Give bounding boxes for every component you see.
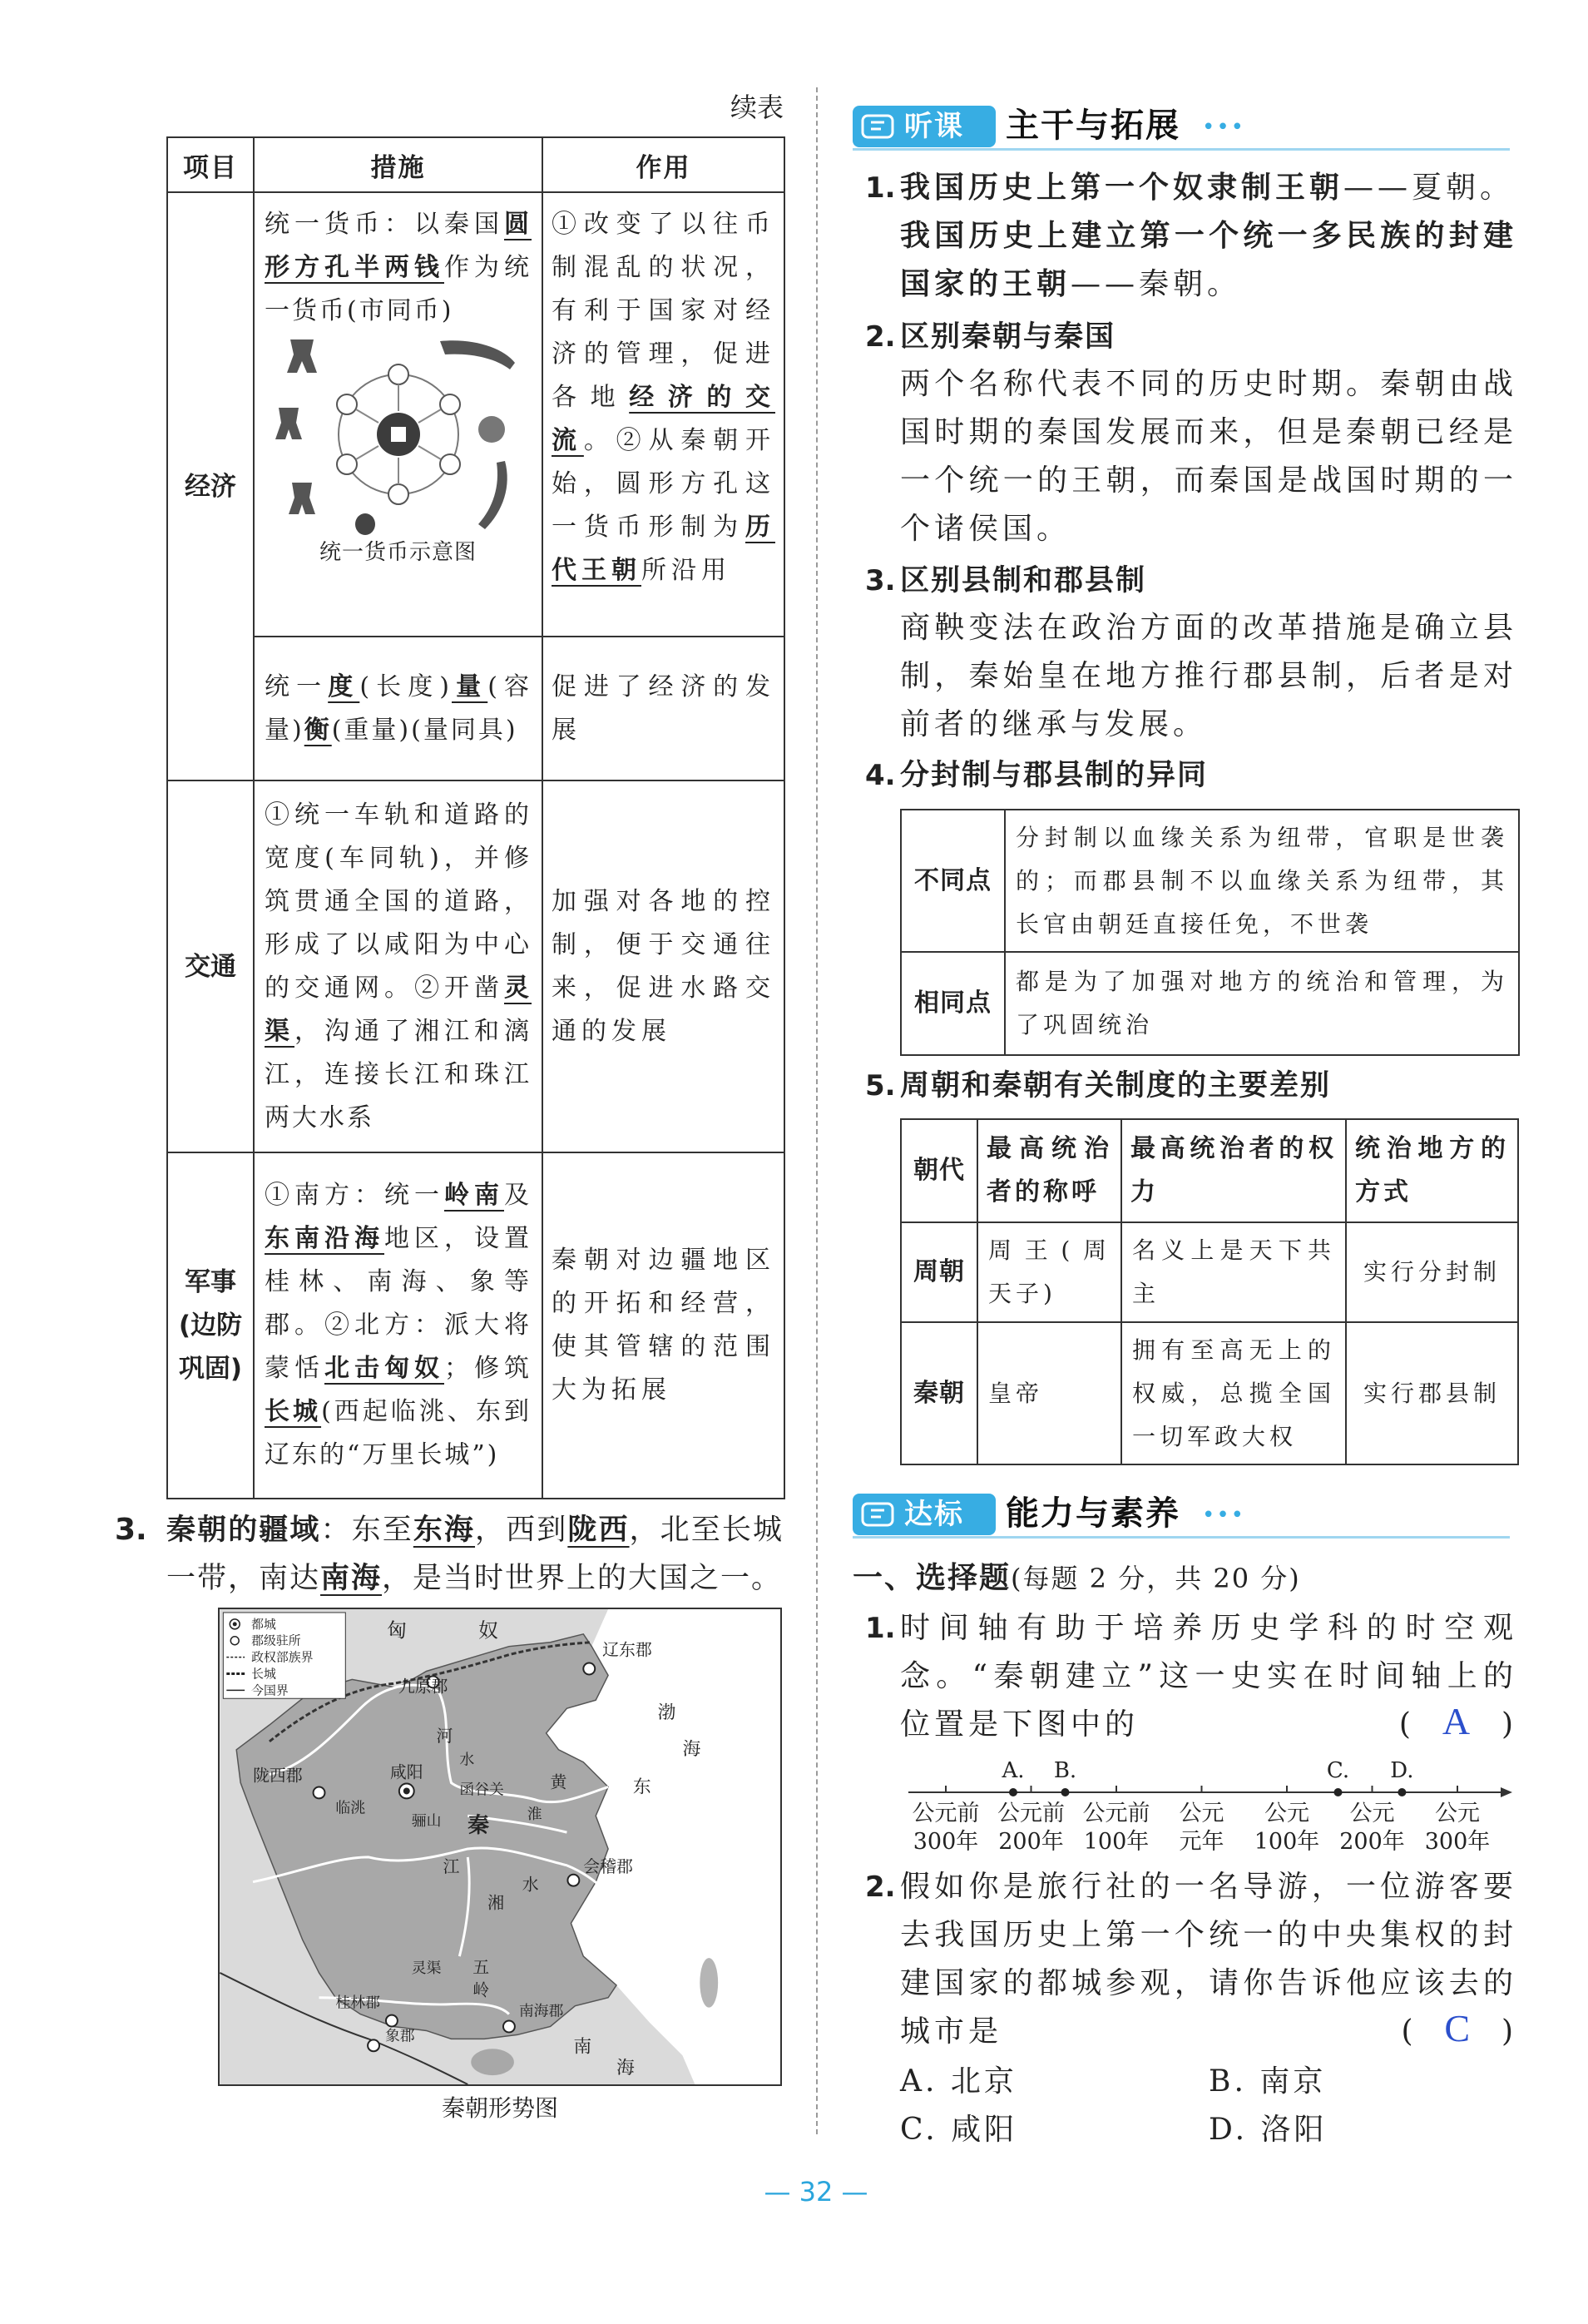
text-segment: ①统一车轨和道路的宽度(车同轨)，并修筑贯通全国的道路，形成了以咸阳为中心的交通网。②开凿: [265, 800, 532, 1003]
taiwan-island: [700, 1958, 718, 2008]
row-cell: 拥有至高无上的权威，总揽全国一切军政大权: [1121, 1322, 1346, 1464]
map-label: 水: [522, 1875, 539, 1895]
item-title: 区别县制和郡县制: [900, 564, 1147, 597]
option-letter: B.: [1209, 2064, 1247, 2099]
half-liang-coin-icon: [377, 413, 420, 456]
section-header-lesson: [853, 106, 1510, 152]
item-number: 4.: [865, 759, 896, 792]
key-term: 北击匈奴: [324, 1354, 444, 1383]
capital-marker: [399, 1784, 414, 1799]
item-number: 1.: [865, 171, 896, 205]
item-number: 3.: [115, 1513, 147, 1547]
option-b[interactable]: [1209, 2058, 1326, 2106]
bracket-open: (: [1401, 2014, 1417, 2049]
map-label: 灵渠: [411, 1959, 442, 1977]
map-label: 函谷关: [459, 1781, 504, 1799]
key-term: 衡: [304, 715, 332, 745]
timeline-tick-label: 200年: [1339, 1829, 1405, 1855]
bold-text: 我国历史上建立第一个统一多民族的封建国家的王朝: [900, 219, 1517, 301]
option-text: 北京: [950, 2064, 1017, 2099]
timeline-point-label: C.: [1326, 1758, 1350, 1783]
row-label: 秦朝: [901, 1322, 977, 1464]
map-label: 岭: [472, 1980, 490, 2000]
section-rule: [853, 148, 1510, 151]
map-label: 海: [616, 2058, 635, 2079]
question-1: [900, 1604, 1517, 1749]
answer-mark: C: [1444, 2007, 1475, 2049]
text-segment: (容量): [265, 671, 532, 745]
header-effect: 作用: [542, 137, 784, 192]
timeline-tick-label: 300年: [913, 1829, 979, 1855]
map-label: 桂林郡: [335, 1994, 380, 2012]
timeline-tick-label: 公元前: [997, 1801, 1065, 1826]
text-segment: (西起临洮、东到辽东的“万里长城”): [265, 1397, 532, 1469]
key-term: 灵渠: [265, 973, 532, 1046]
timeline-point-label: D.: [1390, 1758, 1414, 1783]
question-number: 1.: [865, 1612, 896, 1645]
row-text: 都是为了加强对地方的统治和管理，为了巩固统治: [1005, 952, 1519, 1055]
header-local-rule: 统治地方的方式: [1346, 1119, 1518, 1222]
text-segment: 作为统一货币(市同币): [265, 253, 532, 325]
label-line: 军事: [185, 1267, 236, 1297]
text-segment: ，北至长城一带，南达: [166, 1514, 784, 1595]
table-row: [167, 192, 784, 637]
map-caption: 秦朝形势图: [441, 2094, 558, 2122]
text-segment: 统一货币：以秦国: [265, 210, 504, 239]
comparison-table: [900, 809, 1520, 1056]
row-label-economy: 经济: [167, 192, 254, 780]
text-segment: 及: [504, 1181, 532, 1210]
continued-label: 续表: [730, 92, 784, 123]
map-label: 黄: [550, 1772, 567, 1792]
row-cell: 皇帝: [977, 1322, 1121, 1464]
map-label: 湘: [487, 1893, 504, 1913]
legend-modern-border: 今国界: [251, 1682, 289, 1698]
timeline-point-label: A.: [1002, 1758, 1025, 1783]
option-letter: A.: [900, 2064, 938, 2099]
transport-measure-cell: [254, 780, 542, 1152]
transport-effect-cell: 加强对各地的控制，便于交通往来，促进水路交通的发展: [542, 780, 784, 1152]
map-label: 水: [459, 1751, 475, 1769]
map-label: 咸阳: [389, 1762, 423, 1782]
item-body: 两个名称代表不同的历史时期。秦朝由战国时期的秦国发展而来，但是秦朝已经是一个统一的王朝，而秦国是战国时期的一个诸侯国。: [900, 367, 1517, 546]
question-2: [900, 1863, 1517, 2056]
timeline-tick-label: 公元前: [1082, 1801, 1150, 1826]
spade-coin-icon: [289, 483, 315, 514]
timeline-tick-label: 200年: [998, 1829, 1064, 1855]
option-c[interactable]: [900, 2106, 1017, 2154]
option-d[interactable]: [1209, 2106, 1328, 2154]
row-cell: 周王(周天子): [977, 1222, 1121, 1322]
question-number: 2.: [865, 1871, 896, 1904]
section-heading-label: 一、选择题: [853, 1561, 1012, 1595]
header-measure: 措施: [254, 137, 542, 192]
spade-coin-icon: [275, 408, 302, 439]
item-title: 周朝和秦朝有关制度的主要差别: [900, 1069, 1332, 1103]
table-row: [167, 637, 784, 780]
table-row: [167, 1152, 784, 1499]
bold-text: 我国历史上第一个奴隶制王朝: [900, 171, 1344, 205]
map-label: 渤: [657, 1702, 676, 1724]
timeline-tick-label: 100年: [1083, 1829, 1150, 1855]
row-label: 相同点: [901, 952, 1005, 1055]
row-cell: 名义上是天下共主: [1121, 1222, 1346, 1322]
territory-text: [166, 1506, 784, 1603]
map-label: 南海郡: [518, 2002, 564, 2020]
map-label: 九原郡: [398, 1677, 448, 1697]
answer-bracket: [1401, 2004, 1517, 2056]
section-dots: •••: [1202, 115, 1246, 140]
table-row: [901, 1222, 1518, 1322]
units-effect-cell: 促进了经济的发展: [542, 637, 784, 780]
text-segment: 所沿用: [641, 556, 731, 585]
text-segment: ——夏朝。: [1343, 171, 1515, 205]
row-label: 周朝: [901, 1222, 977, 1322]
row-label: 不同点: [901, 810, 1005, 952]
option-text: 咸阳: [951, 2113, 1018, 2147]
bold-text: 秦朝的疆域: [166, 1514, 321, 1547]
timeline-point: [1061, 1788, 1070, 1796]
spade-coin-icon: [287, 339, 317, 373]
answer-bracket: [1399, 1697, 1517, 1749]
map-label: 淮: [527, 1806, 542, 1824]
knife-coin-icon: [478, 461, 507, 529]
header-dynasty: 朝代: [901, 1119, 977, 1222]
bracket-close: ): [1501, 1707, 1517, 1742]
row-cell: 实行郡县制: [1346, 1322, 1518, 1464]
table-row: [901, 1322, 1518, 1464]
map-label: 五: [472, 1957, 490, 1977]
timeline-tick-label: 300年: [1424, 1829, 1491, 1855]
map-label: 奴: [478, 1618, 499, 1643]
item1-text: [900, 164, 1517, 309]
header-item: 项目: [167, 137, 254, 192]
section-tab-label: 达标: [904, 1498, 964, 1531]
question-section-heading: [853, 1554, 1301, 1608]
timeline: [900, 1757, 1516, 1861]
question-text: 假如你是旅行社的一名导游，一位游客要去我国历史上第一个统一的中央集权的封建国家的都城参观，请你告诉他应该去的城市是: [900, 1870, 1517, 2049]
option-text: 南京: [1259, 2064, 1327, 2099]
header-power: 最高统治者的权力: [1121, 1119, 1346, 1222]
row-label-military: [167, 1152, 254, 1499]
option-letter: D.: [1209, 2113, 1249, 2147]
option-letter: C.: [900, 2113, 938, 2147]
item-body: 商鞅变法在政治方面的改革措施是确立县制，秦始皇在地方推行郡县制，后者是对前者的继承与发展。: [900, 611, 1517, 741]
currency-effect-cell: [542, 192, 784, 637]
timeline-tick-label: 100年: [1254, 1829, 1320, 1855]
currency-diagram: [274, 336, 523, 536]
text-segment: ①南方：统一: [265, 1181, 444, 1210]
map-label: 江: [443, 1856, 460, 1876]
units-measure-cell: [254, 637, 542, 780]
timeline-point: [1398, 1788, 1406, 1796]
item1-line: [900, 164, 1517, 212]
text-segment: 地区，设置桂林、南海、象等郡。②北方：派大将蒙恬: [265, 1224, 532, 1383]
map-label: 临洮: [335, 1799, 366, 1817]
book-icon: [861, 1500, 898, 1529]
military-effect-cell: 秦朝对边疆地区的开拓和经营，使其管辖的范围大为拓展: [542, 1152, 784, 1499]
text-segment: ：东至: [320, 1514, 413, 1547]
timeline-arrow-icon: [1501, 1787, 1512, 1797]
legend-capital: 都城: [251, 1616, 276, 1632]
row-label-transport: 交通: [167, 780, 254, 1152]
text-segment: 统一: [265, 671, 329, 701]
timeline-tick-label: 公元: [1435, 1801, 1480, 1826]
key-term: 圆形方孔半两钱: [265, 210, 532, 282]
section-title: 主干与拓展: [1006, 107, 1180, 145]
map-label: 匈: [386, 1618, 407, 1643]
section-header-exercise: [853, 1494, 1510, 1540]
timeline-point-label: B.: [1053, 1758, 1077, 1783]
key-term: 经济的交流: [552, 383, 776, 455]
currency-measure-cell: [254, 192, 542, 637]
timeline-tick-label: 公元: [1264, 1801, 1309, 1826]
timeline-tick-label: 公元: [1179, 1801, 1224, 1826]
key-term: 南海: [320, 1562, 383, 1595]
text-segment: ，西到: [475, 1514, 568, 1547]
item-title: 区别秦朝与秦国: [900, 320, 1116, 354]
row-cell: 实行分封制: [1346, 1222, 1518, 1322]
item-title: 分封制与郡县制的异同: [900, 759, 1209, 792]
map-label: 象郡: [384, 2027, 415, 2045]
timeline-tick-label: 公元: [1349, 1801, 1395, 1826]
map-label: 陇西郡: [253, 1766, 303, 1786]
timeline-point: [1334, 1788, 1343, 1796]
key-term: 岭南: [444, 1181, 504, 1210]
map-canvas: [220, 1609, 780, 2084]
ant-nose-coin-icon: [355, 513, 375, 535]
hainan-island: [471, 2049, 514, 2075]
bracket-open: (: [1398, 1707, 1415, 1742]
diagram-caption: 统一货币示意图: [319, 540, 477, 565]
timeline-tick-label: 元年: [1179, 1829, 1224, 1855]
text-segment: ，是当时世界上的大国之一。: [382, 1562, 783, 1595]
measures-table: [166, 136, 785, 1499]
table-row: [901, 810, 1519, 952]
currency-measure-text: [265, 203, 532, 333]
item-number: 2.: [865, 320, 896, 354]
text-segment: 。②从秦朝开始，圆形方孔这一货币形制为: [552, 426, 776, 542]
legend-boundary: 政权部族界: [251, 1649, 314, 1665]
question-text: 时间轴有助于培养历史学科的时空观念。“秦朝建立”这一史实在时间轴上的位置是下图中的: [900, 1611, 1517, 1742]
option-a[interactable]: [900, 2058, 1017, 2106]
section-dots: •••: [1202, 1503, 1246, 1528]
table-row: [167, 780, 784, 1152]
map-label: 辽东郡: [602, 1640, 652, 1660]
legend-great-wall: 长城: [251, 1666, 276, 1682]
text-segment: (重量)(量同具): [331, 715, 518, 745]
text-segment: ，沟通了湘江和漓江，连接长江和珠江两大水系: [265, 1016, 532, 1132]
column-divider: [816, 87, 818, 2134]
text-segment: ——秦朝。: [1071, 267, 1242, 301]
bracket-close: ): [1501, 2014, 1517, 2049]
timeline-tick-label: 公元前: [912, 1801, 980, 1826]
military-measure-cell: [254, 1152, 542, 1499]
map-label: 会稽郡: [583, 1856, 633, 1876]
table-row: [901, 952, 1519, 1055]
text-segment: (长度): [359, 671, 453, 701]
section-rule: [853, 1536, 1510, 1539]
key-term: 度: [328, 671, 360, 701]
header-title: 最高统治者的称呼: [977, 1119, 1121, 1222]
book-icon: [861, 112, 898, 141]
legend-commandery: 郡级驻所: [251, 1633, 301, 1648]
map-legend: [223, 1613, 345, 1698]
key-term: 量: [452, 671, 488, 701]
section-heading-note: (每题 2 分，共 20 分): [1011, 1563, 1301, 1594]
row-text: 分封制以血缘关系为纽带，官职是世袭的；而郡县制不以血缘关系为纽带，其长官由朝廷直接任免，不世袭: [1005, 810, 1519, 952]
timeline-point: [1009, 1788, 1017, 1796]
knife-coin-icon: [440, 340, 515, 369]
label-line: (边防: [178, 1311, 243, 1340]
map-label: 秦: [467, 1813, 490, 1839]
option-text: 洛阳: [1260, 2113, 1328, 2147]
label-line: 巩固): [178, 1354, 243, 1384]
key-term: 陇西: [567, 1514, 630, 1547]
map-label: 骊山: [411, 1812, 442, 1831]
text-segment: ；修筑: [444, 1354, 532, 1383]
map-label: 东: [632, 1776, 651, 1798]
round-coin-icon: [478, 416, 505, 443]
qin-map: [218, 1608, 782, 2086]
page-number: — 32 —: [764, 2176, 868, 2208]
key-term: 东南沿海: [265, 1224, 384, 1253]
item-number: 5.: [865, 1069, 896, 1103]
key-term: 历代王朝: [552, 513, 775, 585]
answer-mark: A: [1442, 1700, 1475, 1742]
item1-line: [900, 212, 1517, 309]
key-term: 长城: [265, 1397, 322, 1426]
key-term: 东海: [413, 1514, 476, 1547]
map-label: 河: [436, 1726, 453, 1746]
dynasty-table: [900, 1118, 1519, 1465]
text-segment: ①改变了以往币制混乱的状况，有利于国家对经济的管理，促进各地: [552, 210, 775, 412]
section-title: 能力与素养: [1006, 1494, 1180, 1533]
table-header-row: [167, 137, 784, 192]
map-label: 南: [573, 2036, 592, 2058]
item-number: 3.: [865, 564, 896, 597]
section-tab-label: 听课: [904, 110, 964, 143]
table-header-row: [901, 1119, 1518, 1222]
map-label: 海: [682, 1738, 701, 1760]
